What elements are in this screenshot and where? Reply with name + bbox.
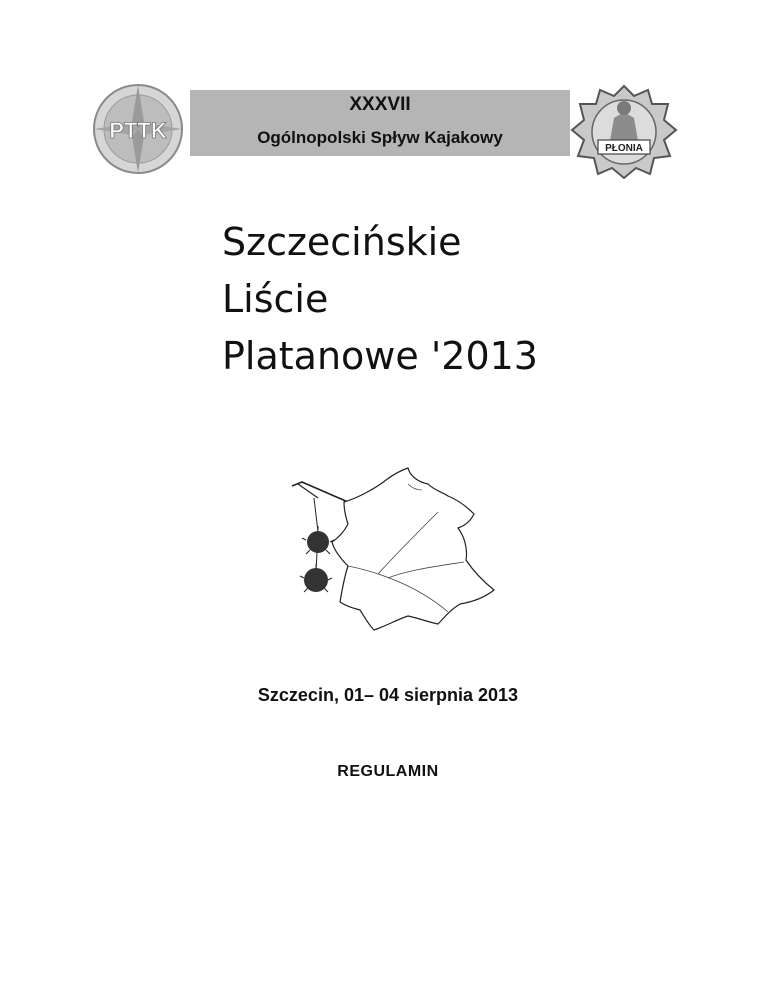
event-name: Ogólnopolski Spływ Kajakowy <box>257 128 503 147</box>
plane-tree-leaf-icon <box>288 462 502 634</box>
pttk-logo <box>86 82 190 176</box>
document-type-label: REGULAMIN <box>337 763 439 780</box>
title-line-3: Platanowe '2013 <box>222 334 538 378</box>
plonia-logo-text: PŁONIA <box>605 143 643 154</box>
document-title <box>222 214 642 385</box>
event-dates: Szczecin, 01– 04 sierpnia 2013 <box>257 685 519 705</box>
edition-number: XXXVII <box>349 94 411 115</box>
title-line-1: Szczecińskie <box>222 220 462 264</box>
pttk-logo-text: PTTK <box>109 118 167 143</box>
title-line-2: Liście <box>222 277 329 321</box>
plonia-logo <box>568 82 680 182</box>
